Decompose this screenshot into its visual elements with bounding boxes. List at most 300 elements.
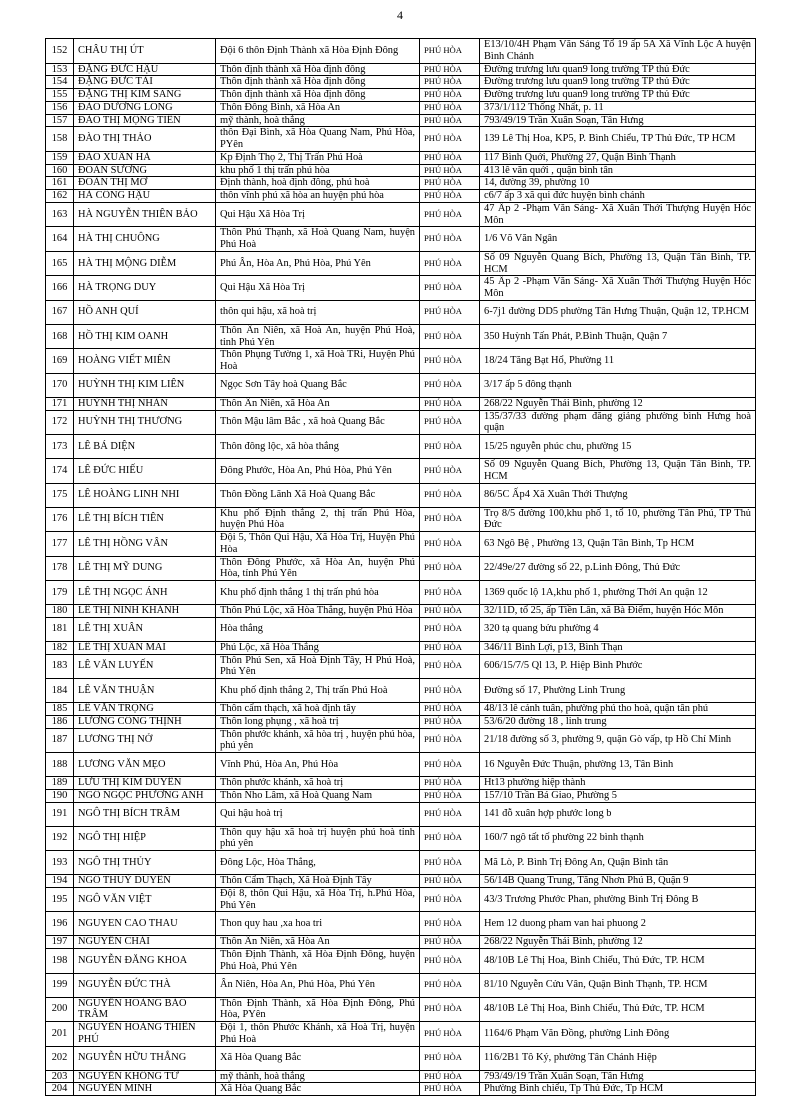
hometown-cell: Qui Hậu Xã Hòa Trị	[216, 202, 420, 227]
hometown-cell: Thôn định thành xã Hòa định đông	[216, 89, 420, 102]
district-cell: PHÚ HÒA	[420, 202, 480, 227]
table-row	[46, 151, 756, 164]
district-cell: PHÚ HÒA	[420, 703, 480, 716]
row-number: 156	[46, 101, 74, 114]
table-row	[46, 912, 756, 936]
person-name: ĐÀO DƯƠNG LONG	[74, 101, 216, 114]
address-cell: 63 Ngô Bệ , Phường 13, Quận Tân Bình, Tp HCM	[480, 532, 756, 557]
table-row	[46, 507, 756, 532]
address-cell: 116/2B1 Tô Ký, phường Tân Chánh Hiệp	[480, 1046, 756, 1070]
row-number: 204	[46, 1083, 74, 1096]
person-name: NGUYEN CAO THAU	[74, 912, 216, 936]
row-number: 183	[46, 654, 74, 679]
row-number: 198	[46, 949, 74, 974]
row-number: 195	[46, 887, 74, 912]
person-name: HÀ THỊ CHUÔNG	[74, 227, 216, 252]
person-name: NGÔ VĂN VIỆT	[74, 887, 216, 912]
district-cell: PHÚ HÒA	[420, 435, 480, 459]
district-cell: PHÚ HÒA	[420, 679, 480, 703]
person-name: HÀ CÔNG HẬU	[74, 190, 216, 203]
hometown-cell: Phú Lộc, xã Hòa Thắng	[216, 641, 420, 654]
hometown-cell: Qui hậu hoà trị	[216, 802, 420, 826]
district-cell: PHÚ HÒA	[420, 76, 480, 89]
district-cell: PHÚ HÒA	[420, 936, 480, 949]
district-cell: PHÚ HÒA	[420, 851, 480, 875]
hometown-cell: Thon quy hau ,xa hoa tri	[216, 912, 420, 936]
district-cell: PHÚ HÒA	[420, 410, 480, 435]
address-cell: Trọ 8/5 đường 100,khu phố 1, tổ 10, phường Tân Phú, TP Thủ Đức	[480, 507, 756, 532]
person-name: HÀ TRỌNG DUY	[74, 276, 216, 301]
address-cell: E13/10/4H Phạm Văn Sáng Tổ 19 ấp 5A Xã Vĩnh Lộc A huyện Bình Chánh	[480, 39, 756, 64]
hometown-cell: Thôn Ân Niên, xã Hoà An, huyện Phú Hoà, tỉnh Phú Yên	[216, 324, 420, 349]
district-cell: PHÚ HÒA	[420, 654, 480, 679]
hometown-cell: Thôn Nho Lâm, xã Hoà Quang Nam	[216, 789, 420, 802]
person-name: CHÂU THỊ ÚT	[74, 39, 216, 64]
address-cell: 53/6/20 đường 18 , linh trung	[480, 715, 756, 728]
row-number: 168	[46, 324, 74, 349]
row-number: 158	[46, 127, 74, 152]
person-name: LƯƠNG VĂN MẸO	[74, 753, 216, 777]
hometown-cell: Thôn quy hậu xã hoà trị huyện phú hoà tỉnh phú yên	[216, 826, 420, 851]
table-row	[46, 641, 756, 654]
row-number: 189	[46, 777, 74, 790]
hometown-cell: Qui Hậu Xã Hòa Trị	[216, 276, 420, 301]
person-name: LÊ THỊ HỒNG VÂN	[74, 532, 216, 557]
hometown-cell: Thôn Đông Bình, xã Hòa An	[216, 101, 420, 114]
hometown-cell: Khu phố định thắng 2, Thị trấn Phú Hoà	[216, 679, 420, 703]
address-cell: Đường trương lưu quan9 long trường TP thủ Đức	[480, 89, 756, 102]
row-number: 191	[46, 802, 74, 826]
address-cell: 373/1/112 Thống Nhất, p. 11	[480, 101, 756, 114]
person-name: HÀ NGUYỄN THIÊN BẢO	[74, 202, 216, 227]
table-row	[46, 715, 756, 728]
row-number: 154	[46, 76, 74, 89]
hometown-cell: khu phố 1 thị trấn phú hòa	[216, 164, 420, 177]
district-cell: PHÚ HÒA	[420, 507, 480, 532]
person-name: ĐẶNG ĐỨC HẬU	[74, 63, 216, 76]
table-row	[46, 1070, 756, 1083]
row-number: 171	[46, 397, 74, 410]
address-cell: Hem 12 duong pham van hai phuong 2	[480, 912, 756, 936]
hometown-cell: mỹ thành, hoà thắng	[216, 1070, 420, 1083]
table-row	[46, 581, 756, 605]
person-name: LÊ VĂN LUYẾN	[74, 654, 216, 679]
person-name: HUỲNH THỊ KIM LIÊN	[74, 373, 216, 397]
table-row	[46, 605, 756, 618]
address-cell: 135/37/33 đường phạm đăng giảng phường bình Hưng hoà quận	[480, 410, 756, 435]
table-row	[46, 703, 756, 716]
district-cell: PHÚ HÒA	[420, 556, 480, 581]
district-cell: PHÚ HÒA	[420, 826, 480, 851]
district-cell: PHÚ HÒA	[420, 887, 480, 912]
district-cell: PHÚ HÒA	[420, 349, 480, 374]
person-name: NGUYỄN ĐĂNG KHOA	[74, 949, 216, 974]
table-row	[46, 826, 756, 851]
district-cell: PHÚ HÒA	[420, 605, 480, 618]
person-name: NGUYỄN CHẢI	[74, 936, 216, 949]
row-number: 164	[46, 227, 74, 252]
person-name: LƯƠNG THỊ NỞ	[74, 728, 216, 753]
roster-table	[45, 38, 756, 1096]
address-cell: 48/10B Lê Thị Hoa, Bình Chiểu, Thủ Đức, TP. HCM	[480, 949, 756, 974]
row-number: 196	[46, 912, 74, 936]
row-number: 175	[46, 483, 74, 507]
district-cell: PHÚ HÒA	[420, 777, 480, 790]
row-number: 153	[46, 63, 74, 76]
table-row	[46, 753, 756, 777]
row-number: 192	[46, 826, 74, 851]
person-name: HỒ ANH QUÍ	[74, 300, 216, 324]
row-number: 165	[46, 251, 74, 276]
table-row	[46, 949, 756, 974]
hometown-cell: Thôn phước khánh, xã hoà trị	[216, 777, 420, 790]
row-number: 166	[46, 276, 74, 301]
district-cell: PHÚ HÒA	[420, 300, 480, 324]
address-cell: Số 09 Nguyễn Quang Bích, Phường 13, Quận Tân Bình, TP. HCM	[480, 459, 756, 484]
row-number: 194	[46, 875, 74, 888]
person-name: HUỲNH THỊ THƯƠNG	[74, 410, 216, 435]
hometown-cell: thôn Đại Bình, xã Hòa Quang Nam, Phú Hòa, PYên	[216, 127, 420, 152]
hometown-cell: Thôn cẩm thạch, xã hoà định tây	[216, 703, 420, 716]
table-row	[46, 556, 756, 581]
hometown-cell: Phú Ân, Hòa An, Phú Hòa, Phú Yên	[216, 251, 420, 276]
address-cell: Số 09 Nguyễn Quang Bích, Phường 13, Quận Tân Bình, TP. HCM	[480, 251, 756, 276]
address-cell: 320 tạ quang bửu phường 4	[480, 617, 756, 641]
district-cell: PHÚ HÒA	[420, 581, 480, 605]
address-cell: 1/6 Võ Văn Ngân	[480, 227, 756, 252]
address-cell: 16 Nguyễn Đức Thuận, phường 13, Tân Bình	[480, 753, 756, 777]
hometown-cell: Thôn Đông Phước, xã Hòa An, huyện Phú Hòa, tỉnh Phú Yên	[216, 556, 420, 581]
district-cell: PHÚ HÒA	[420, 1070, 480, 1083]
table-row	[46, 654, 756, 679]
person-name: NGÔ THUỲ DUYÊN	[74, 875, 216, 888]
person-name: ĐOÀN THỊ MƠ	[74, 177, 216, 190]
person-name: NGUYỄN ĐỨC THÀ	[74, 973, 216, 997]
table-row	[46, 802, 756, 826]
row-number: 197	[46, 936, 74, 949]
person-name: ĐẶNG ĐỨC TÀI	[74, 76, 216, 89]
address-cell: 6-7j1 đường DD5 phường Tân Hưng Thuận, Quận 12, TP.HCM	[480, 300, 756, 324]
hometown-cell: Thôn Đồng Lãnh Xã Hoà Quang Bắc	[216, 483, 420, 507]
person-name: ĐÀO THỊ MỘNG TIỀN	[74, 114, 216, 127]
district-cell: PHÚ HÒA	[420, 802, 480, 826]
hometown-cell: Đội 8, thôn Qui Hậu, xã Hòa Trị, h.Phú Hòa, Phú Yên	[216, 887, 420, 912]
row-number: 157	[46, 114, 74, 127]
table-row	[46, 875, 756, 888]
district-cell: PHÚ HÒA	[420, 373, 480, 397]
row-number: 203	[46, 1070, 74, 1083]
hometown-cell: Ân Niên, Hòa An, Phú Hòa, Phú Yên	[216, 973, 420, 997]
person-name: NGÔ THỊ THỦY	[74, 851, 216, 875]
row-number: 177	[46, 532, 74, 557]
person-name: LÊ BÁ DIỆN	[74, 435, 216, 459]
row-number: 159	[46, 151, 74, 164]
table-row	[46, 227, 756, 252]
hometown-cell: Xã Hòa Quang Bắc	[216, 1046, 420, 1070]
address-cell: 3/17 ấp 5 đông thạnh	[480, 373, 756, 397]
table-row	[46, 1083, 756, 1096]
table-row	[46, 349, 756, 374]
district-cell: PHÚ HÒA	[420, 127, 480, 152]
person-name: LÊ THỊ MỸ DUNG	[74, 556, 216, 581]
table-row	[46, 435, 756, 459]
roster-body	[46, 39, 756, 1096]
district-cell: PHÚ HÒA	[420, 973, 480, 997]
address-cell: 160/7 ngô tất tố phường 22 bình thạnh	[480, 826, 756, 851]
district-cell: PHÚ HÒA	[420, 164, 480, 177]
district-cell: PHÚ HÒA	[420, 151, 480, 164]
address-cell: 141 đỗ xuân hợp phước long b	[480, 802, 756, 826]
person-name: NGUYỄN MINH	[74, 1083, 216, 1096]
district-cell: PHÚ HÒA	[420, 949, 480, 974]
person-name: LÊ THỊ NGỌC ÁNH	[74, 581, 216, 605]
row-number: 180	[46, 605, 74, 618]
address-cell: Đường trương lưu quan9 long trường TP thủ Đức	[480, 76, 756, 89]
district-cell: PHÚ HÒA	[420, 177, 480, 190]
address-cell: 117 Bình Quới, Phường 27, Quận Bình Thạnh	[480, 151, 756, 164]
table-row	[46, 483, 756, 507]
district-cell: PHÚ HÒA	[420, 532, 480, 557]
address-cell: 21/18 đường số 3, phường 9, quận Gò vấp, tp Hồ Chí Minh	[480, 728, 756, 753]
row-number: 184	[46, 679, 74, 703]
hometown-cell: Thôn long phụng , xã hoà trị	[216, 715, 420, 728]
table-row	[46, 76, 756, 89]
table-row	[46, 997, 756, 1022]
district-cell: PHÚ HÒA	[420, 397, 480, 410]
hometown-cell: Định thành, hoà định đông, phú hoà	[216, 177, 420, 190]
row-number: 182	[46, 641, 74, 654]
hometown-cell: Thôn Định Thành, xã Hòa Định Đông, huyện Phú Hoà, Phú Yên	[216, 949, 420, 974]
person-name: LÊ THỊ XUÂN	[74, 617, 216, 641]
table-row	[46, 459, 756, 484]
district-cell: PHÚ HÒA	[420, 459, 480, 484]
hometown-cell: thôn qui hậu, xã hoà trị	[216, 300, 420, 324]
district-cell: PHÚ HÒA	[420, 190, 480, 203]
table-row	[46, 101, 756, 114]
person-name: HOÀNG VIẾT MIÊN	[74, 349, 216, 374]
table-row	[46, 202, 756, 227]
table-row	[46, 127, 756, 152]
address-cell: Phường Bình chiểu, Tp Thủ Đức, Tp HCM	[480, 1083, 756, 1096]
row-number: 176	[46, 507, 74, 532]
address-cell: 268/22 Nguyễn Thái Bình, phường 12	[480, 936, 756, 949]
address-cell: 32/11D, tổ 25, ấp Tiền Lân, xã Bà Điểm, huyện Hóc Môn	[480, 605, 756, 618]
row-number: 163	[46, 202, 74, 227]
address-cell: 1164/6 Phạm Văn Đồng, phường Linh Đông	[480, 1022, 756, 1047]
person-name: HÀ THỊ MỘNG DIỄM	[74, 251, 216, 276]
hometown-cell: Thôn Phú Thạnh, xã Hoà Quang Nam, huyện Phú Hoà	[216, 227, 420, 252]
hometown-cell: Khu phố định thắng 1 thị trấn phú hòa	[216, 581, 420, 605]
person-name: ĐÀO XUÂN HÀ	[74, 151, 216, 164]
hometown-cell: Thôn định thành xã Hòa định đông	[216, 76, 420, 89]
hometown-cell: Thôn Phú Lộc, xã Hòa Thắng, huyện Phú Hòa	[216, 605, 420, 618]
person-name: NGÔ THỊ BÍCH TRÂM	[74, 802, 216, 826]
address-cell: 86/5C Ấp4 Xã Xuân Thới Thượng	[480, 483, 756, 507]
row-number: 178	[46, 556, 74, 581]
row-number: 193	[46, 851, 74, 875]
district-cell: PHÚ HÒA	[420, 1083, 480, 1096]
address-cell: 1369 quốc lộ 1A,khu phố 1, phường Thới An quận 12	[480, 581, 756, 605]
row-number: 172	[46, 410, 74, 435]
address-cell: 346/11 Bình Lợi, p13, Bình Thạn	[480, 641, 756, 654]
address-cell: 15/25 nguyễn phúc chu, phường 15	[480, 435, 756, 459]
table-row	[46, 777, 756, 790]
district-cell: PHÚ HÒA	[420, 101, 480, 114]
address-cell: 268/22 Nguyễn Thái Bình, phường 12	[480, 397, 756, 410]
district-cell: PHÚ HÒA	[420, 641, 480, 654]
row-number: 152	[46, 39, 74, 64]
table-row	[46, 276, 756, 301]
table-row	[46, 789, 756, 802]
person-name: NGÔ THỊ HIỆP	[74, 826, 216, 851]
hometown-cell: Thôn Ân Niên, xã Hòa An	[216, 936, 420, 949]
district-cell: PHÚ HÒA	[420, 251, 480, 276]
address-cell: 606/15/7/5 Ql 13, P. Hiệp Bình Phước	[480, 654, 756, 679]
address-cell: 81/10 Nguyễn Cửu Vân, Quận Bình Thạnh, TP. HCM	[480, 973, 756, 997]
address-cell: Mã Lò, P. Bình Trị Đông An, Quận Bình tân	[480, 851, 756, 875]
district-cell: PHÚ HÒA	[420, 912, 480, 936]
address-cell: Đường số 17, Phường Linh Trung	[480, 679, 756, 703]
person-name: LƯU THỊ KIM DUYÊN	[74, 777, 216, 790]
page-number: 4	[397, 8, 403, 22]
hometown-cell: Ngọc Sơn Tây hoà Quang Bắc	[216, 373, 420, 397]
table-row	[46, 679, 756, 703]
table-row	[46, 936, 756, 949]
table-row	[46, 410, 756, 435]
address-cell: 157/10 Trần Bá Giao, Phường 5	[480, 789, 756, 802]
table-row	[46, 1022, 756, 1047]
hometown-cell: thôn vĩnh phú xã hòa an huyện phú hòa	[216, 190, 420, 203]
district-cell: PHÚ HÒA	[420, 997, 480, 1022]
hometown-cell: Đội 6 thôn Định Thành xã Hòa Định Đông	[216, 39, 420, 64]
person-name: LÊ THỊ XUÂN MAI	[74, 641, 216, 654]
address-cell: 22/49e/27 đường số 22, p.Linh Đông, Thủ Đức	[480, 556, 756, 581]
district-cell: PHÚ HÒA	[420, 753, 480, 777]
table-row	[46, 887, 756, 912]
address-cell: 14, đường 39, phường 10	[480, 177, 756, 190]
person-name: ĐÀO THỊ THẢO	[74, 127, 216, 152]
hometown-cell: Thôn Mậu lâm Bắc , xã hoà Quang Bắc	[216, 410, 420, 435]
hometown-cell: Thôn Cẩm Thạch, Xã Hoà Định Tây	[216, 875, 420, 888]
row-number: 199	[46, 973, 74, 997]
person-name: NGUYỄN HỮU THẮNG	[74, 1046, 216, 1070]
hometown-cell: Xã Hòa Quang Bắc	[216, 1083, 420, 1096]
person-name: LÊ HOÀNG LINH NHI	[74, 483, 216, 507]
address-cell: 18/24 Tăng Bạt Hổ, Phường 11	[480, 349, 756, 374]
row-number: 181	[46, 617, 74, 641]
table-row	[46, 190, 756, 203]
table-row	[46, 397, 756, 410]
row-number: 201	[46, 1022, 74, 1047]
district-cell: PHÚ HÒA	[420, 39, 480, 64]
hometown-cell: Thôn Định Thành, xã Hòa Định Đông, Phú Hòa, PYên	[216, 997, 420, 1022]
person-name: LÊ VĂN THUẬN	[74, 679, 216, 703]
person-name: ĐẶNG THỊ KIM SANG	[74, 89, 216, 102]
person-name: HUỲNH THỊ NHÀN	[74, 397, 216, 410]
address-cell: c6/7 ấp 3 xã qui đức huyện bình chánh	[480, 190, 756, 203]
district-cell: PHÚ HÒA	[420, 715, 480, 728]
table-row	[46, 164, 756, 177]
hometown-cell: Đông Lộc, Hòa Thắng,	[216, 851, 420, 875]
table-row	[46, 324, 756, 349]
person-name: NGÔ NGỌC PHƯƠNG ANH	[74, 789, 216, 802]
row-number: 170	[46, 373, 74, 397]
address-cell: 139 Lê Thị Hoa, KP5, P. Bình Chiểu, TP Thủ Đức, TP HCM	[480, 127, 756, 152]
person-name: NGUYỄN HOÀNG BẢO TRÂM	[74, 997, 216, 1022]
hometown-cell: Thôn Phụng Tường 1, xã Hoà TRi, Huyện Phú Hoà	[216, 349, 420, 374]
address-cell: Đường trương lưu quan9 long trường TP thủ Đức	[480, 63, 756, 76]
table-row	[46, 114, 756, 127]
address-cell: 793/49/19 Trần Xuân Soạn, Tân Hưng	[480, 1070, 756, 1083]
row-number: 202	[46, 1046, 74, 1070]
address-cell: 48/13 lê cảnh tuân, phường phú tho hoà, quận tân phú	[480, 703, 756, 716]
district-cell: PHÚ HÒA	[420, 483, 480, 507]
person-name: LÊ THỊ NINH KHÁNH	[74, 605, 216, 618]
row-number: 190	[46, 789, 74, 802]
person-name: NGUYỄN KHỔNG TỬ	[74, 1070, 216, 1083]
address-cell: 48/10B Lê Thị Hoa, Bình Chiểu, Thủ Đức, TP. HCM	[480, 997, 756, 1022]
address-cell: 47 Ấp 2 -Phạm Văn Sáng- Xã Xuân Thới Thượng Huyện Hóc Môn	[480, 202, 756, 227]
row-number: 179	[46, 581, 74, 605]
row-number: 160	[46, 164, 74, 177]
hometown-cell: mỹ thành, hoà thắng	[216, 114, 420, 127]
row-number: 188	[46, 753, 74, 777]
district-cell: PHÚ HÒA	[420, 789, 480, 802]
district-cell: PHÚ HÒA	[420, 324, 480, 349]
district-cell: PHÚ HÒA	[420, 1022, 480, 1047]
row-number: 187	[46, 728, 74, 753]
row-number: 162	[46, 190, 74, 203]
hometown-cell: Vĩnh Phú, Hòa An, Phú Hòa	[216, 753, 420, 777]
district-cell: PHÚ HÒA	[420, 617, 480, 641]
person-name: LƯƠNG CÔNG THỊNH	[74, 715, 216, 728]
person-name: LÊ ĐỨC HIẾU	[74, 459, 216, 484]
row-number: 161	[46, 177, 74, 190]
hometown-cell: Đông Phước, Hòa An, Phú Hòa, Phú Yên	[216, 459, 420, 484]
district-cell: PHÚ HÒA	[420, 114, 480, 127]
hometown-cell: Kp Định Thọ 2, Thị Trấn Phú Hoà	[216, 151, 420, 164]
district-cell: PHÚ HÒA	[420, 89, 480, 102]
table-row	[46, 973, 756, 997]
table-row	[46, 373, 756, 397]
table-row	[46, 300, 756, 324]
district-cell: PHÚ HÒA	[420, 276, 480, 301]
hometown-cell: Thôn định thành xã Hòa định đông	[216, 63, 420, 76]
address-cell: 45 Ấp 2 -Phạm Văn Sáng- Xã Xuân Thới Thượng Huyện Hóc Môn	[480, 276, 756, 301]
person-name: LÊ THỊ BÍCH TIÊN	[74, 507, 216, 532]
address-cell: 350 Huỳnh Tấn Phát, P.Bình Thuận, Quận 7	[480, 324, 756, 349]
hometown-cell: Thôn đông lộc, xã hòa thắng	[216, 435, 420, 459]
table-row	[46, 251, 756, 276]
table-row	[46, 532, 756, 557]
district-cell: PHÚ HÒA	[420, 875, 480, 888]
hometown-cell: Hòa thắng	[216, 617, 420, 641]
row-number: 169	[46, 349, 74, 374]
row-number: 167	[46, 300, 74, 324]
table-row	[46, 63, 756, 76]
address-cell: 56/14B Quang Trung, Tăng Nhơn Phú B, Quận 9	[480, 875, 756, 888]
row-number: 185	[46, 703, 74, 716]
hometown-cell: Đội 5, Thôn Qui Hậu, Xã Hòa Trị, Huyện Phú Hòa	[216, 532, 420, 557]
table-row	[46, 1046, 756, 1070]
person-name: LÊ VĂN TRỌNG	[74, 703, 216, 716]
hometown-cell: Thôn Ân Niên, xã Hòa An	[216, 397, 420, 410]
table-row	[46, 177, 756, 190]
district-cell: PHÚ HÒA	[420, 1046, 480, 1070]
hometown-cell: Khu phố Định thắng 2, thị trấn Phú Hòa, huyện Phú Hòa	[216, 507, 420, 532]
person-name: ĐOÀN SƯƠNG	[74, 164, 216, 177]
row-number: 174	[46, 459, 74, 484]
